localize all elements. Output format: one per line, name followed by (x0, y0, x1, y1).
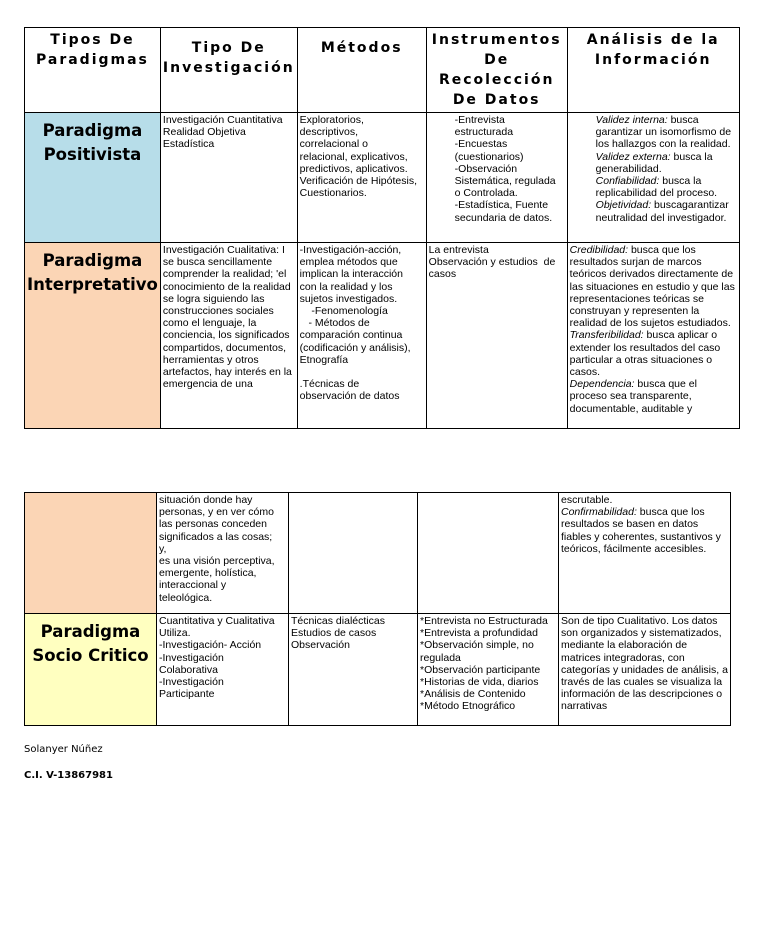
list-item: Etnografía (299, 353, 349, 366)
list-item: -Estadística, Fuente (454, 199, 549, 212)
list-item: es una visión perceptiva, (159, 555, 275, 568)
list-item: Utiliza. (159, 627, 191, 640)
list-item: teleológica. (159, 591, 213, 604)
list-item: - Métodos de (299, 317, 370, 330)
header-tipo-investigacion: Tipo De Investigación (160, 28, 297, 113)
validez-interna-text: busca garantizar un isomorfismo de los hallazgos con la realidad. (595, 114, 732, 151)
list-item: *Historias de vida, diarios (420, 676, 539, 689)
author-id: C.I. V-13867981 (24, 770, 113, 781)
list-item: descriptivos, (299, 126, 359, 139)
list-item: Cuestionarios. (299, 187, 367, 200)
interpretativo-metodos (297, 243, 426, 429)
list-item: interaccional y (159, 579, 227, 592)
list-item: y, (159, 542, 167, 555)
list-item: sujetos investigados. (299, 292, 398, 305)
row-interpretativo (25, 243, 740, 429)
list-item: significados a las cosas; (159, 530, 273, 543)
list-item: regulada (420, 651, 461, 664)
list-item: Investigación Cuantitativa (162, 114, 283, 126)
positivista-metodos (297, 113, 426, 243)
header-metodos: Métodos (297, 28, 426, 113)
paradigm-sociocritico: Paradigma Socio Critico (25, 614, 157, 726)
list-item: Estadística (162, 138, 215, 151)
credibilidad-text: busca que los resultados surjan de marcos teóricos derivados directamente de las situaciones en estudio y que las representaciones teóricas se construyan y representen la realidad de los sujetos estudiados. (569, 244, 735, 330)
interpretativo-metodos-continued (289, 493, 418, 614)
list-item: *Observación participante (420, 663, 541, 676)
list-item: -Investigación (159, 676, 224, 689)
positivista-tipo (160, 113, 297, 243)
list-item: La entrevista (428, 244, 489, 256)
list-item: (cuestionarios) (454, 150, 524, 163)
list-item: Exploratorios, (299, 114, 364, 126)
list-item: observación de datos (299, 390, 400, 403)
confirmabilidad-text: busca que los resultados se basen en datos fiables y coherentes, sustantivos y teóricos, fácilmente accesibles. (561, 506, 721, 555)
list-item: Observación (291, 639, 350, 652)
list-item: Realidad Objetiva (162, 126, 246, 139)
list-item: *Observación simple, no (420, 639, 534, 652)
list-item: emergente, holística, (159, 567, 257, 580)
validez-interna-label: Validez interna: (595, 114, 668, 126)
validez-externa-text: busca la generabilidad. (595, 150, 713, 175)
list-item: personas, y en ver cómo (159, 506, 274, 519)
list-item: -Fenomenología (299, 305, 388, 318)
list-item: Colaborativa (159, 663, 218, 676)
list-item: -Entrevista (454, 114, 505, 126)
interpretativo-tipo-continued (157, 493, 289, 614)
list-item: Verificación de Hipótesis, (299, 175, 417, 188)
confiabilidad-text: busca la replicabilidad del proceso. (595, 175, 718, 200)
list-item: *Análisis de Contenido (420, 688, 526, 701)
positivista-instrumentos (426, 113, 567, 243)
list-item: Participante (159, 688, 215, 701)
list-item: Estudios de casos (291, 627, 377, 640)
list-item: *Método Etnográfico (420, 700, 516, 713)
list-item: -Investigación-acción, (299, 244, 402, 256)
header-row (25, 28, 740, 113)
sociocritico-metodos (289, 614, 418, 726)
list-item: estructurada (454, 126, 514, 139)
confirmabilidad-label: Confirmabilidad: (561, 506, 637, 519)
author-name: Solanyer Núñez (24, 744, 103, 755)
interpretativo-instrumentos (426, 243, 567, 429)
escrutable-text: escrutable. (561, 494, 613, 506)
header-tipos-paradigmas: Tipos De Paradigmas (25, 28, 161, 113)
list-item: -Observación (454, 162, 518, 175)
sociocritico-analisis: Son de tipo Cualitativo. Los datos son organizados y sistematizados, mediante la elaboración de matrices integradoras, con categorías y unidades de análisis, a través de las cuales se visualiza la información de las descripciones o narrativas (559, 614, 731, 726)
header-analisis: Análisis de la Información (567, 28, 739, 113)
list-item: Sistemática, regulada (454, 175, 556, 188)
interpretativo-analisis-continued (559, 493, 731, 614)
interpretativo-tipo: Investigación Cualitativa: I se busca sencillamente comprender la realidad; 'el conocimiento de la realidad se logra siguiendo las construcciones sociales como el lenguaje, la conciencia, los significados compartidos, documentos, herramientas y otros artefactos, hay interés en la emergencia de una (160, 243, 297, 429)
paradigms-table-part2 (24, 492, 731, 726)
header-instrumentos: Instrumentos De Recolección De Datos (426, 28, 567, 113)
interpretativo-analisis (567, 243, 739, 429)
positivista-analisis (567, 113, 739, 243)
list-item: Técnicas dialécticas (291, 615, 385, 627)
list-item: o Controlada. (454, 187, 518, 200)
transferibilidad-text: busca aplicar o extender los resultados del caso particular a otras situaciones o casos. (569, 329, 721, 379)
paradigm-interpretativo-continued (25, 493, 157, 614)
sociocritico-tipo (157, 614, 289, 726)
confiabilidad-label: Confiabilidad: (595, 175, 660, 188)
list-item: relacional, explicativos, (299, 150, 408, 163)
list-item: *Entrevista a profundidad (420, 627, 538, 640)
validez-externa-label: Validez externa: (595, 150, 671, 163)
paradigm-interpretativo: Paradigma Interpretativo (25, 243, 161, 429)
objetividad-label: Objetividad: (595, 199, 652, 212)
list-item: *Entrevista no Estructurada (420, 615, 548, 627)
list-item: -Investigación- Acción (159, 639, 262, 652)
paradigms-table-part1 (24, 27, 740, 429)
row-sociocritico (25, 614, 731, 726)
list-item: emplea métodos que (299, 256, 398, 269)
credibilidad-label: Credibilidad: (569, 244, 629, 256)
list-item: comparación continua (299, 329, 403, 342)
dependencia-label: Dependencia: (569, 378, 635, 391)
list-item: Observación y estudios de casos (428, 256, 559, 281)
list-item: -Encuestas (454, 138, 508, 151)
list-item: Cuantitativa y Cualitativa (159, 615, 275, 627)
list-item: implican la interacción (299, 268, 403, 281)
list-item (300, 366, 424, 378)
row-interpretativo-continued (25, 493, 731, 614)
dependencia-text: busca que el proceso sea transparente, documentable, auditable y (569, 378, 697, 415)
list-item: secundaria de datos. (454, 211, 553, 224)
sociocritico-instrumentos (418, 614, 559, 726)
list-item: (codificación y análisis), (299, 341, 411, 354)
transferibilidad-label: Transferibilidad: (569, 329, 644, 342)
paradigm-positivista: Paradigma Positivista (25, 113, 161, 243)
objetividad-text: buscagarantizar neutralidad del investigador. (595, 199, 729, 224)
list-item: las personas conceden (159, 518, 267, 531)
list-item: -Investigación (159, 651, 224, 664)
list-item: correlacional o (299, 138, 368, 151)
list-item: predictivos, aplicativos. (299, 162, 408, 175)
list-item: situación donde hay (159, 494, 253, 506)
list-item: .Técnicas de (299, 378, 360, 391)
list-item: con la realidad y los (299, 280, 393, 293)
row-positivista (25, 113, 740, 243)
interpretativo-instrumentos-continued (418, 493, 559, 614)
